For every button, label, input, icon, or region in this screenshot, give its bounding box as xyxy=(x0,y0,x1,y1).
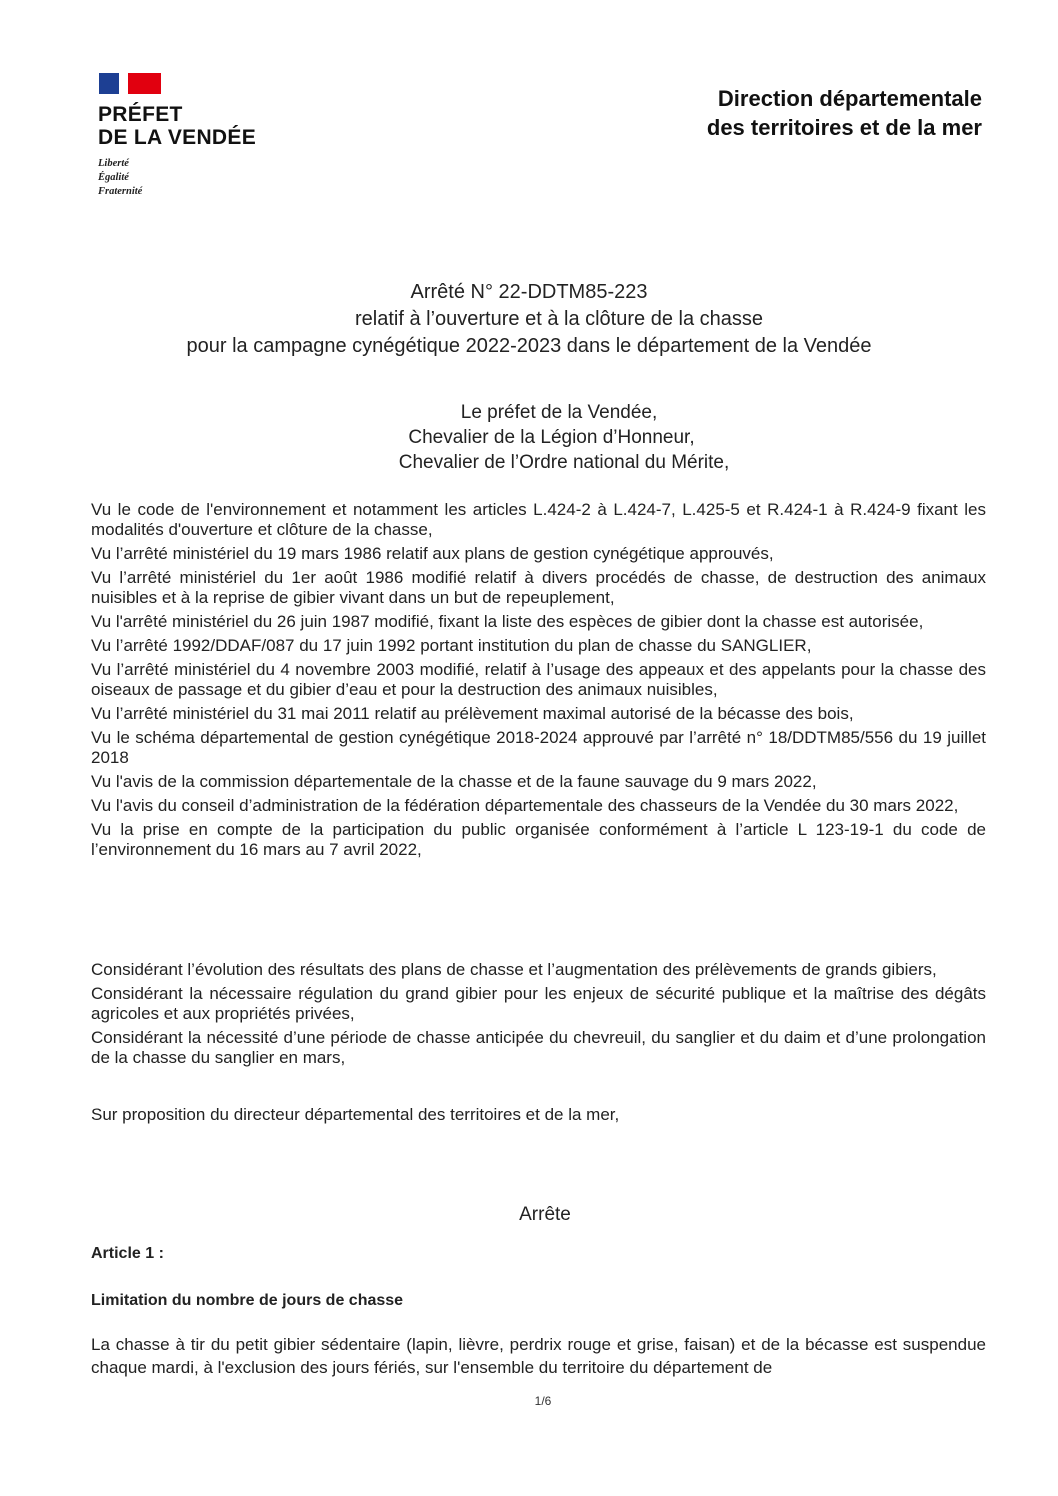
prefet-titles xyxy=(0,400,1058,475)
considerant-paragraph: Considérant l’évolution des résultats des plans de chasse et l’augmentation des prélèvements de grands gibiers, xyxy=(91,960,937,979)
visa-paragraph: Vu l'avis du conseil d’administration de la fédération départementale des chasseurs de la Vendée du 30 mars 2022, xyxy=(91,796,959,815)
visa-paragraph: Vu l'arrêté ministériel du 26 juin 1987 modifié, fixant la liste des espèces de gibier dont la chasse est autorisée, xyxy=(91,612,924,631)
devise-egalite: Égalité xyxy=(98,172,129,183)
title-line2: relatif à l’ouverture et à la clôture de la chasse xyxy=(355,308,763,330)
devise-liberte: Liberté xyxy=(98,158,129,169)
article1-label: Article 1 : xyxy=(91,1245,164,1262)
proposition-paragraph: Sur proposition du directeur départemental des territoires et de la mer, xyxy=(91,1105,620,1124)
considerant-paragraph: Considérant la nécessité d’une période de chasse anticipée du chevreuil, du sanglier et du daim et d’une prolongation de la chasse du sanglier en mars, xyxy=(91,1028,986,1067)
direction-header xyxy=(707,84,982,142)
title-line1: Arrêté N° 22-DDTM85-223 xyxy=(410,281,648,303)
visa-paragraph: Vu la prise en compte de la participation du public organisée conformément à l’article L 123-19-1 du code de l’environnement du 16 mars au 7 avril 2022, xyxy=(91,820,986,859)
title-line3: pour la campagne cynégétique 2022-2023 dans le département de la Vendée xyxy=(186,335,872,357)
visa-paragraph: Vu l'avis de la commission départementale de la chasse et de la faune sauvage du 9 mars 2022, xyxy=(91,772,817,791)
prefet-line1: Le préfet de la Vendée, xyxy=(460,402,658,423)
direction-line2: des territoires et de la mer xyxy=(706,115,982,140)
prefet-line2: Chevalier de la Légion d’Honneur, xyxy=(408,427,695,448)
logo-line1: PRÉFET xyxy=(98,103,183,126)
article1-subtitle: Limitation du nombre de jours de chasse xyxy=(91,1292,404,1309)
considerant-paragraph: Considérant la nécessaire régulation du grand gibier pour les enjeux de sécurité publique et la maîtrise des dégâts agricoles et aux propriétés privées, xyxy=(91,984,986,1023)
visa-paragraph: Vu l’arrêté 1992/DDAF/087 du 17 juin 1992 portant institution du plan de chasse du SANGLIER, xyxy=(91,636,812,655)
arrete-heading: Arrête xyxy=(519,1204,571,1225)
article1-text: La chasse à tir du petit gibier sédentaire (lapin, lièvre, perdrix rouge et grise, faisan) et de la bécasse est suspendue chaque mardi, à l'exclusion des jours fériés, sur l'ensemble du territoire du département de xyxy=(91,1335,986,1377)
logo-line2: DE LA VENDÉE xyxy=(98,126,257,149)
devise xyxy=(98,157,256,199)
document-title xyxy=(0,279,1058,360)
prefet-line3: Chevalier de l’Ordre national du Mérite, xyxy=(398,452,730,473)
visas-list xyxy=(91,500,986,864)
considerants-list xyxy=(91,960,986,1072)
visa-paragraph: Vu le schéma départemental de gestion cynégétique 2018-2024 approuvé par l’arrêté n° 18/DDTM85/556 du 19 juillet 2018 xyxy=(91,728,986,767)
visa-paragraph: Vu l’arrêté ministériel du 4 novembre 2003 modifié, relatif à l’usage des appeaux et des appelants pour la chasse des oiseaux de passage et du gibier d’eau et pour la destruction des animaux nuisibles, xyxy=(91,660,986,699)
visa-paragraph: Vu le code de l'environnement et notamment les articles L.424-2 à L.424-7, L.425-5 et R.424-1 à R.424-9 fixant les modalités d'ouverture et clôture de la chasse, xyxy=(91,500,986,539)
devise-fraternite: Fraternité xyxy=(98,186,143,197)
marianne-flag-icon xyxy=(99,73,161,94)
visa-paragraph: Vu l’arrêté ministériel du 1er août 1986 modifié relatif à divers procédés de chasse, de destruction des animaux nuisibles et à la reprise de gibier vivant dans un but de repeuplement, xyxy=(91,568,986,607)
prefet-logo xyxy=(98,103,256,199)
page-number: 1/6 xyxy=(534,1394,552,1408)
direction-line1: Direction départementale xyxy=(717,86,982,111)
visa-paragraph: Vu l’arrêté ministériel du 31 mai 2011 relatif au prélèvement maximal autorisé de la bécasse des bois, xyxy=(91,704,854,723)
visa-paragraph: Vu l’arrêté ministériel du 19 mars 1986 relatif aux plans de gestion cynégétique approuvés, xyxy=(91,544,774,563)
